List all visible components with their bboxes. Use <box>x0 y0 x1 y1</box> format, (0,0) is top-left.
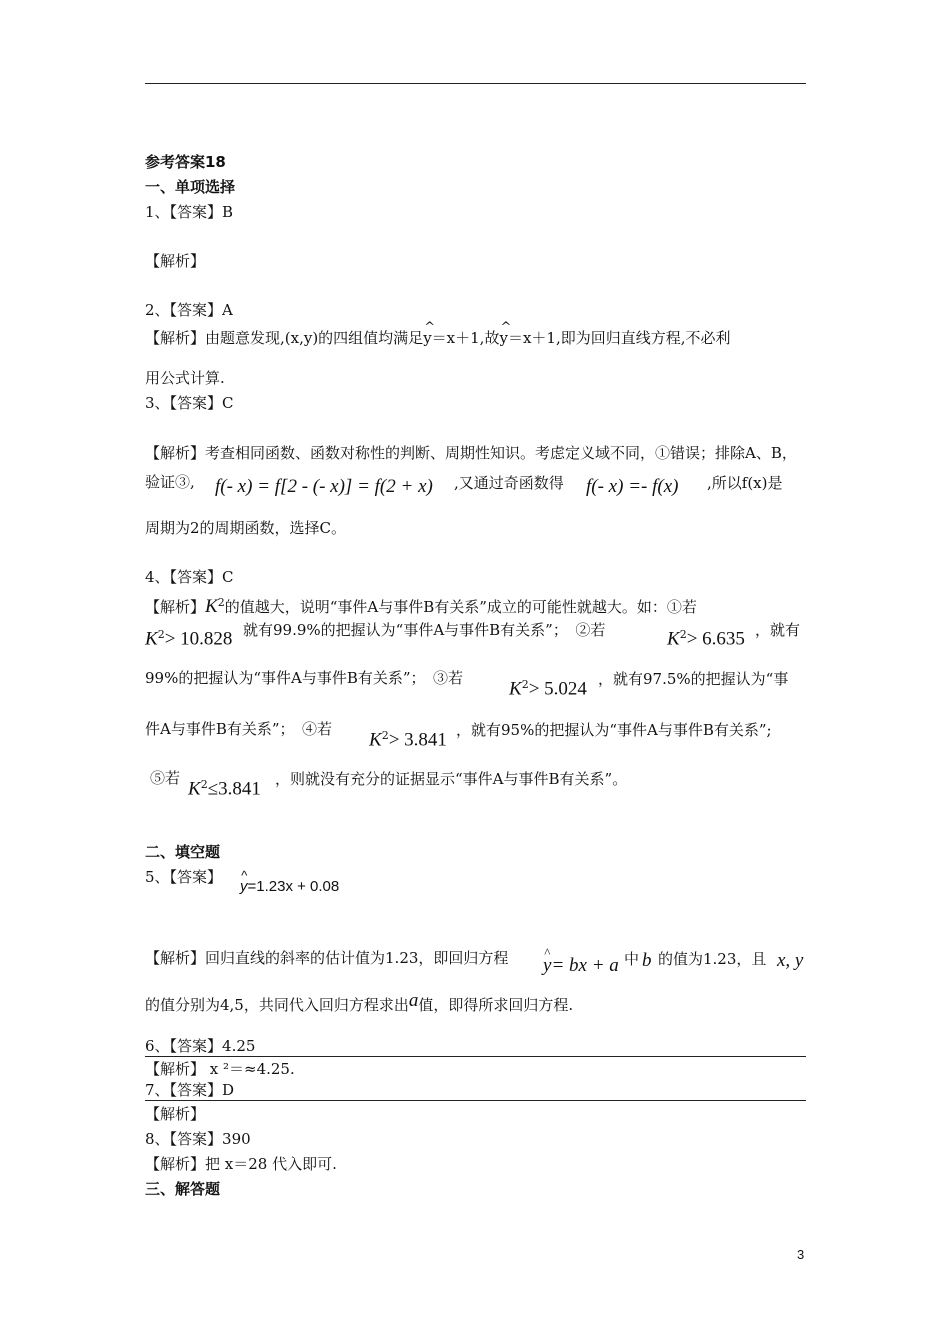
q4-formula-1: $K^2> 10.828$ <box>145 628 233 650</box>
q8-analysis: 【解析】把 x＝28 代入即可. <box>145 1155 337 1173</box>
q4-line3-tail: ，就有97.5%的把握认为“事 <box>598 670 789 688</box>
q6-analysis: 【解析】 x ²＝≈4.25. <box>145 1060 295 1078</box>
section-heading-2: 二、填空题 <box>145 843 221 861</box>
q4-line5-text: ⑤若 <box>150 769 181 787</box>
q3-tail-text: ,所以f(x)是 <box>707 474 783 492</box>
q4-line1-text: 的值越大，说明“事件A与事件B有关系”成立的可能性就越大。如：①若 <box>224 598 697 616</box>
q4-line3-text: 99%的把握认为“事件A与事件B有关系”； ③若 <box>145 669 464 687</box>
y-hat-symbol: ^ y <box>423 328 431 348</box>
q7-answer: 7、【答案】D <box>145 1080 806 1101</box>
q4-line2-text: 就有99.9%的把握认为“事件A与事件B有关系”； ②若 <box>243 621 606 639</box>
q3-analysis-line2 <box>145 472 195 492</box>
q4-line1: 【解析】$K^2$的值越大，说明“事件A与事件B有关系”成立的可能性就越大。如：①若 <box>145 596 697 617</box>
q5-b-symbol: b <box>642 950 652 971</box>
q4-formula-3: $K^2> 5.024$ <box>509 678 587 700</box>
q4-prefix: 【解析】 <box>145 598 206 616</box>
q5-a-symbol: a <box>408 990 419 1011</box>
page-number: 3 <box>797 1247 805 1262</box>
q3-formula-1: f(- x) = f[2 - (- x)] = f(2 + x) <box>215 476 433 497</box>
section-heading-1: 一、单项选择 <box>145 178 236 196</box>
header-rule <box>145 83 806 84</box>
q3-answer: 3、【答案】C <box>145 394 234 412</box>
q8-answer: 8、【答案】390 <box>145 1130 251 1148</box>
q5-line1-text: 【解析】回归直线的斜率的估计值为1.23，即回归方程 <box>145 949 509 967</box>
q3-analysis-line3: 周期为2的周期函数，选择C。 <box>145 519 347 537</box>
q2-analysis-line2: 用公式计算. <box>145 369 225 387</box>
q3-formula-2: f(- x) =- f(x) <box>586 476 679 497</box>
q4-line4-tail: ，就有95%的把握认为“事件A与事件B有关系”; <box>456 721 772 739</box>
q3-mid-text: ,又通过奇函数得 <box>454 474 564 492</box>
q2-equation-2: ＝x＋1,即为回归直线方程,不必利 <box>507 329 731 347</box>
k2-symbol: K <box>205 596 218 617</box>
q4-formula-2: $K^2> 6.635$ <box>667 628 745 650</box>
q5-mid: 中 <box>624 950 640 968</box>
q2-analysis-text: 【解析】由题意发现,(x,y)的四组值均满足 <box>145 329 424 347</box>
q5-formula: ^ y= bx + a <box>543 955 619 977</box>
q6-answer: 6、【答案】4.25 <box>145 1036 806 1057</box>
q4-line4-text: 件A与事件B有关系”； ④若 <box>145 720 333 738</box>
q7-analysis: 【解析】 <box>145 1105 206 1123</box>
q4-line2-tail: ，就有 <box>755 621 801 639</box>
q4-formula-4: $K^2> 3.841$ <box>369 729 447 751</box>
q1-answer: 1、【答案】B <box>145 203 234 221</box>
y-hat-symbol: ^ y <box>499 328 507 348</box>
q3-analysis-line1: 【解析】考查相同函数、函数对称性的判断、周期性知识。考虑定义域不同，①错误；排除A、B， <box>145 444 797 462</box>
q5-line2-text: 的值分别为4,5，共同代入回归方程求出a值，即得所求回归方程. <box>145 990 574 1014</box>
q2-analysis-line1 <box>145 328 730 348</box>
q4-formula-5: $K^2\le 3.841$ <box>188 778 261 800</box>
q5-answer-formula: ^ y=1.23x + 0.08 <box>240 878 339 895</box>
q3-verify: 验证③, <box>145 473 195 491</box>
q5-xy-symbol: x, y <box>777 950 804 971</box>
q4-answer: 4、【答案】C <box>145 568 234 586</box>
q1-analysis: 【解析】 <box>145 252 206 270</box>
q2-equation-1: ＝x＋1,故 <box>431 329 500 347</box>
q5-line1-tail: 的值为1.23，且 <box>658 950 767 968</box>
doc-title: 参考答案18 <box>145 153 226 171</box>
q5-answer: 5、【答案】 <box>145 868 223 886</box>
q2-answer: 2、【答案】A <box>145 301 233 319</box>
section-heading-3: 三、解答题 <box>145 1180 221 1198</box>
q4-line5-tail: ，则就没有充分的证据显示“事件A与事件B有关系”。 <box>275 770 628 788</box>
